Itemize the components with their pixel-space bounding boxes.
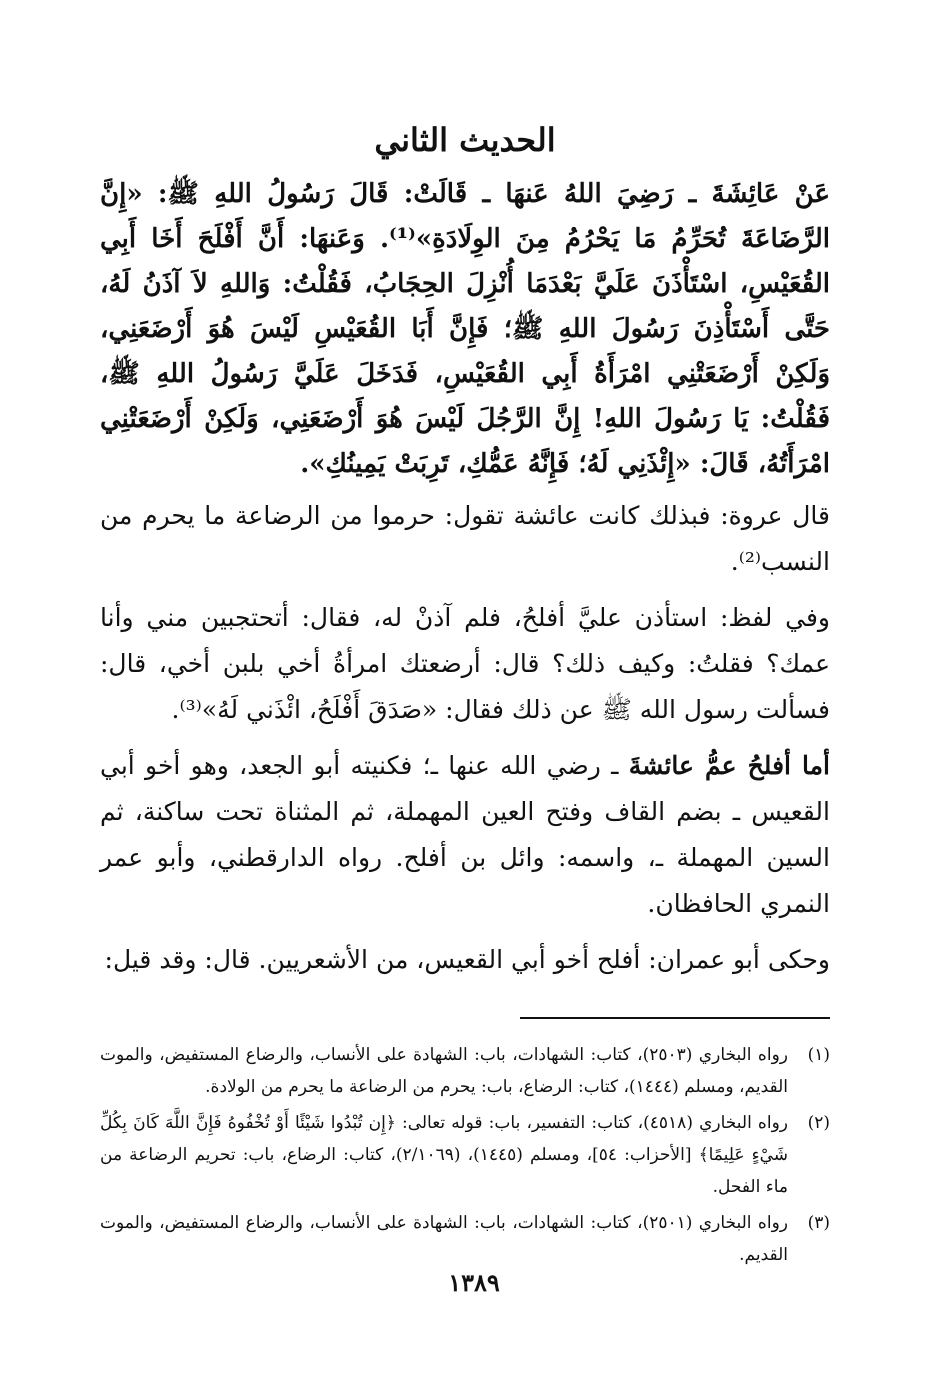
aflah-lead: أما أفلحُ عمُّ عائشةَ [628, 751, 830, 780]
footnote-text: رواه البخاري (٤٥١٨)، كتاب: التفسير، باب: قوله تعالى: ﴿إِن تُبْدُوا شَيْئًا أَوْ تُخْفُوهُ فَإِنَّ اللَّهَ كَانَ بِكُلِّ شَيْءٍ عَلِيمًا﴾ [الأحزاب: ٥٤]، ومسلم (١٤٤٥)، (٢/١٠٦٩)، كتاب: الرضاع، باب: تحريم الرضاعة من ماء الفحل. [100, 1113, 788, 1197]
footnote-1 [100, 1039, 830, 1103]
footnote-2 [100, 1107, 830, 1203]
footnote-number: (١) [807, 1045, 830, 1065]
page-title: الحديث الثاني [374, 121, 556, 159]
page-number: ١٣٨٩ [448, 1268, 500, 1297]
paragraph-urwa: قال عروة: فبذلك كانت عائشة تقول: حرموا من الرضاعة ما يحرم من النسب⁽²⁾. [100, 501, 830, 576]
paragraph-lafz: وفي لفظ: استأذن عليَّ أفلحُ، فلم آذنْ له، فقال: أتحتجبين مني وأنا عمك؟ فقلتُ: وكيف ذلك؟ قال: أرضعتك امرأةُ أخي بلبن أخي، قال: فسألت رسول الله ﷺ عن ذلك فقال: «صَدَقَ أَفْلَحُ، ائْذَني لَهُ»⁽³⁾. [100, 603, 830, 724]
aflah-rest: ـ رضي الله عنها ـ؛ فكنيته أبو الجعد، وهو أخو أبي القعيس ـ بضم القاف وفتح العين المهملة، ثم المثناة تحت ساكنة، ثم السين المهملة ـ، واسمه: وائل بن أفلح. رواه الدارقطني، وأبو عمر النمري الحافظان. [100, 751, 830, 918]
footnote-text: رواه البخاري (٢٥٠١)، كتاب: الشهادات، باب: الشهادة على الأنساب، والرضاع المستفيض، والموت القديم. [100, 1213, 788, 1265]
hadith-text: عَنْ عَائِشَةَ ـ رَضِيَ اللهُ عَنهَا ـ قَالَتْ: قَالَ رَسُولُ اللهِ ﷺ: «إِنَّ الرَّضَاعَةَ تُحَرِّمُ مَا يَحْرُمُ مِنَ الوِلَادَةِ»⁽¹⁾. وَعَنهَا: أَنَّ أَفْلَحَ أَخَا أَبِي القُعَيْسِ، اسْتَأْذَنَ عَلَيَّ بَعْدَمَا أُنْزِلَ الحِجَابُ، فَقُلْتُ: وَاللهِ لاَ آذَنُ لَهُ، حَتَّى أَسْتَأْذِنَ رَسُولَ اللهِ ﷺ؛ فَإِنَّ أَبَا القُعَيْسِ لَيْسَ هُوَ أَرْضَعَنِي، وَلَكِنْ أَرْضَعَتْنِي امْرَأَةُ أَبِي القُعَيْسِ، فَدَخَلَ عَلَيَّ رَسُولُ اللهِ ﷺ، فَقُلْتُ: يَا رَسُولَ اللهِ! إِنَّ الرَّجُلَ لَيْسَ هُوَ أَرْضَعَنِي، وَلَكِنْ أَرْضَعَتْنِي امْرَأَتُهُ، قَالَ: «إِئْذَنِي لَهُ؛ فَإِنَّهُ عَمُّكِ، تَرِبَتْ يَمِينُكِ». [100, 179, 830, 479]
paragraph-abu-imran: وحكى أبو عمران: أفلح أخو أبي القعيس، من الأشعريين. قال: وقد قيل: [104, 945, 830, 974]
footnote-divider [520, 1017, 830, 1019]
footnote-3 [100, 1207, 830, 1271]
footnote-number: (٣) [807, 1213, 830, 1233]
footnotes [100, 1039, 830, 1271]
footnote-number: (٢) [807, 1113, 830, 1133]
paragraph-aflah [100, 743, 830, 927]
page-content [100, 120, 830, 1275]
footnote-text: رواه البخاري (٢٥٠٣)، كتاب: الشهادات، باب: الشهادة على الأنساب، والرضاع المستفيض، والموت القديم، ومسلم (١٤٤٤)، كتاب: الرضاع، باب: يحرم من الرضاعة ما يحرم من الولادة. [100, 1045, 788, 1097]
